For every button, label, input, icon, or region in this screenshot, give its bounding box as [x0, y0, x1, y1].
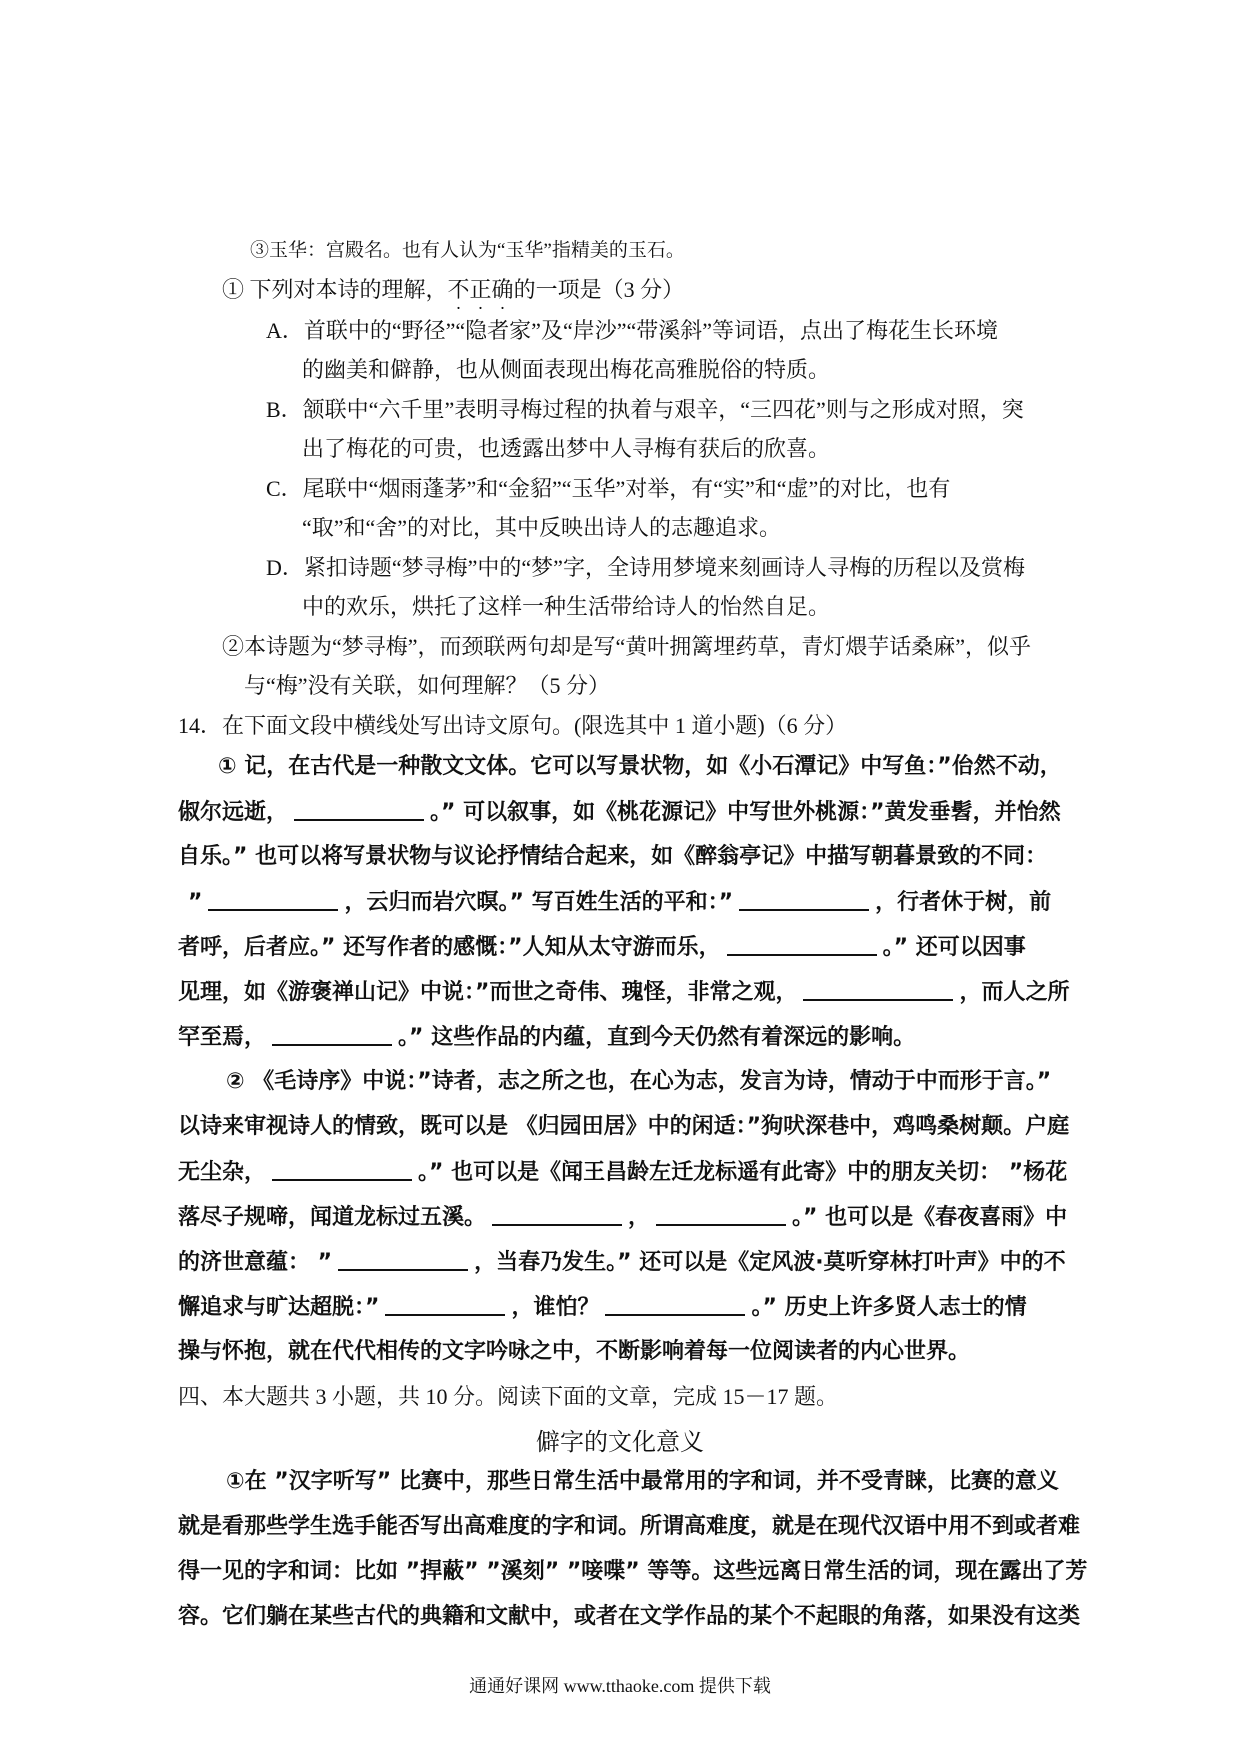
article-line-3: 得一见的字和词：比如 ”捍蔽” ”溪刻” ”唼喋” 等等。这些远离日常生活的词，现在露出了芳	[178, 1559, 1088, 1584]
option-a-line-2: 的幽美和僻静，也从侧面表现出梅花高雅脱俗的特质。	[302, 357, 831, 382]
p2-line-3	[178, 1157, 1067, 1188]
answer-blank[interactable]	[492, 1202, 622, 1226]
p2-text: 懈追求与旷达超脱：”	[178, 1295, 380, 1320]
p1-line-4	[188, 887, 1051, 918]
question-14-heading: 14．在下面文段中横线处写出诗文原句。(限选其中 1 道小题)（6 分）	[178, 713, 848, 738]
answer-blank[interactable]	[727, 932, 877, 956]
answer-blank[interactable]	[656, 1202, 786, 1226]
question-prefix: ① 下列对本诗的理解，	[222, 277, 448, 302]
answer-blank[interactable]	[739, 887, 869, 911]
p1-text: 。” 还可以因事	[882, 935, 1026, 960]
page-footer: 通通好课网 www.tthaoke.com 提供下载	[469, 1676, 771, 1696]
answer-blank[interactable]	[338, 1247, 468, 1271]
p2-text: ，当春乃发生。” 还可以是《定风波·莫听穿林打叶声》中的不	[474, 1250, 1066, 1275]
answer-blank[interactable]	[294, 797, 424, 821]
p2-text: 的济世意蕴： ”	[178, 1250, 333, 1275]
answer-blank[interactable]	[272, 1022, 392, 1046]
p2-text: 。” 历史上许多贤人志士的情	[751, 1295, 1027, 1320]
option-d-line-1: D．紧扣诗题“梦寻梅”中的“梦”字，全诗用梦境来刻画诗人寻梅的历程以及赏梅	[266, 555, 1025, 580]
p1-text: ，云归而岩穴暝。” 写百姓生活的平和：”	[344, 890, 734, 915]
option-a-line-1: A．首联中的“野径”“隐者家”及“岸沙”“带溪斜”等词语，点出了梅花生长环境	[266, 318, 999, 343]
article-line-2: 就是看那些学生选手能否写出高难度的字和词。所谓高难度，就是在现代汉语中用不到或者难	[178, 1514, 1081, 1539]
option-c-line-2: “取”和“舍”的对比，其中反映出诗人的志趣追求。	[302, 515, 782, 540]
p1-line-7	[178, 1022, 915, 1053]
p1-text: 。” 这些作品的内蕴，直到今天仍然有着深远的影响。	[398, 1025, 916, 1050]
option-d-line-2: 中的欢乐，烘托了这样一种生活带给诗人的怡然自足。	[302, 594, 831, 619]
p2-text: ，谁怕？	[511, 1295, 600, 1320]
option-b-line-2: 出了梅花的可贵，也透露出梦中人寻梅有获后的欣喜。	[302, 436, 831, 461]
answer-blank[interactable]	[208, 887, 338, 911]
p2-text: 无尘杂，	[178, 1160, 267, 1185]
footnote-3: ③玉华：宫殿名。也有人认为“玉华”指精美的玉石。	[250, 240, 685, 261]
p2-text: 。” 也可以是《闻王昌龄左迁龙标遥有此寄》中的朋友关切： ”杨花	[418, 1160, 1068, 1185]
emphasis-char: 确	[491, 277, 514, 302]
p2-line-7: 操与怀抱，就在代代相传的文字吟咏之中，不断影响着每一位阅读者的内心世界。	[178, 1339, 971, 1364]
p2-line-5	[178, 1247, 1066, 1278]
p1-text: ”	[188, 890, 203, 915]
p2-text: 。” 也可以是《春夜喜雨》中	[792, 1205, 1068, 1230]
answer-blank[interactable]	[803, 977, 953, 1001]
article-title: 僻字的文化意义	[536, 1430, 704, 1456]
p1-line-1: ① 记，在古代是一种散文文体。它可以写景状物，如《小石潭记》中写鱼：”佁然不动，	[218, 754, 1062, 779]
p2-line-4	[178, 1202, 1067, 1233]
article-line-1: ①在 ”汉字听写” 比赛中，那些日常生活中最常用的字和词，并不受青睐，比赛的意义	[226, 1469, 1059, 1494]
p2-text: ，	[628, 1205, 651, 1230]
answer-blank[interactable]	[605, 1292, 745, 1316]
question-13-1	[222, 275, 684, 305]
emphasis-char: 正	[469, 277, 492, 302]
section-4-heading: 四、本大题共 3 小题，共 10 分。阅读下面的文章，完成 15－17 题。	[178, 1384, 839, 1409]
answer-blank[interactable]	[385, 1292, 505, 1316]
p1-text: 罕至焉，	[178, 1025, 267, 1050]
article-line-4: 容。它们躺在某些古代的典籍和文献中，或者在文学作品的某个不起眼的角落，如果没有这类	[178, 1604, 1081, 1629]
option-b-line-1: B．颔联中“六千里”表明寻梅过程的执着与艰辛，“三四花”则与之形成对照，突	[266, 397, 1024, 422]
p1-line-3: 自乐。” 也可以将写景状物与议论抒情结合起来，如《醉翁亭记》中描写朝暮景致的不同：	[178, 844, 1048, 869]
p2-line-2: 以诗来审视诗人的情致，既可以是 《归园田居》中的闲适：”狗吠深巷中，鸡鸣桑树颠。户庭	[178, 1114, 1070, 1139]
question-suffix: 的一项是（3 分）	[513, 277, 685, 302]
p2-text: 落尽子规啼，闻道龙标过五溪。	[178, 1205, 487, 1230]
p1-text: 俶尔远逝，	[178, 800, 289, 825]
emphasis-char: 不	[447, 277, 470, 302]
p1-line-6	[178, 977, 1069, 1008]
p1-line-5	[178, 932, 1026, 963]
option-c-line-1: C．尾联中“烟雨蓬茅”和“金貂”“玉华”对举，有“实”和“虚”的对比，也有	[266, 476, 951, 501]
p1-text: 者呼，后者应。” 还写作者的感慨：”人知从太守游而乐，	[178, 935, 721, 960]
question-13-2-line-2: 与“梅”没有关联，如何理解？（5 分）	[244, 673, 611, 698]
question-13-2-line-1: ②本诗题为“梦寻梅”，而颈联两句却是写“黄叶拥篱埋药草，青灯煨芋话桑麻”，似乎	[222, 634, 1032, 659]
p1-text: ，行者休于树，前	[875, 890, 1052, 915]
p1-line-2	[178, 797, 1061, 828]
p1-text: 见理，如《游褒禅山记》中说：”而世之奇伟、瑰怪，非常之观，	[178, 980, 798, 1005]
p2-line-1: ② 《毛诗序》中说：”诗者，志之所之也，在心为志，发言为诗，情动于中而形于言。”	[226, 1069, 1052, 1094]
p1-text: 。” 可以叙事，如《桃花源记》中写世外桃源：”黄发垂髫，并怡然	[430, 800, 1061, 825]
p2-line-6	[178, 1292, 1027, 1323]
answer-blank[interactable]	[272, 1157, 412, 1181]
p1-text: ，而人之所	[959, 980, 1070, 1005]
